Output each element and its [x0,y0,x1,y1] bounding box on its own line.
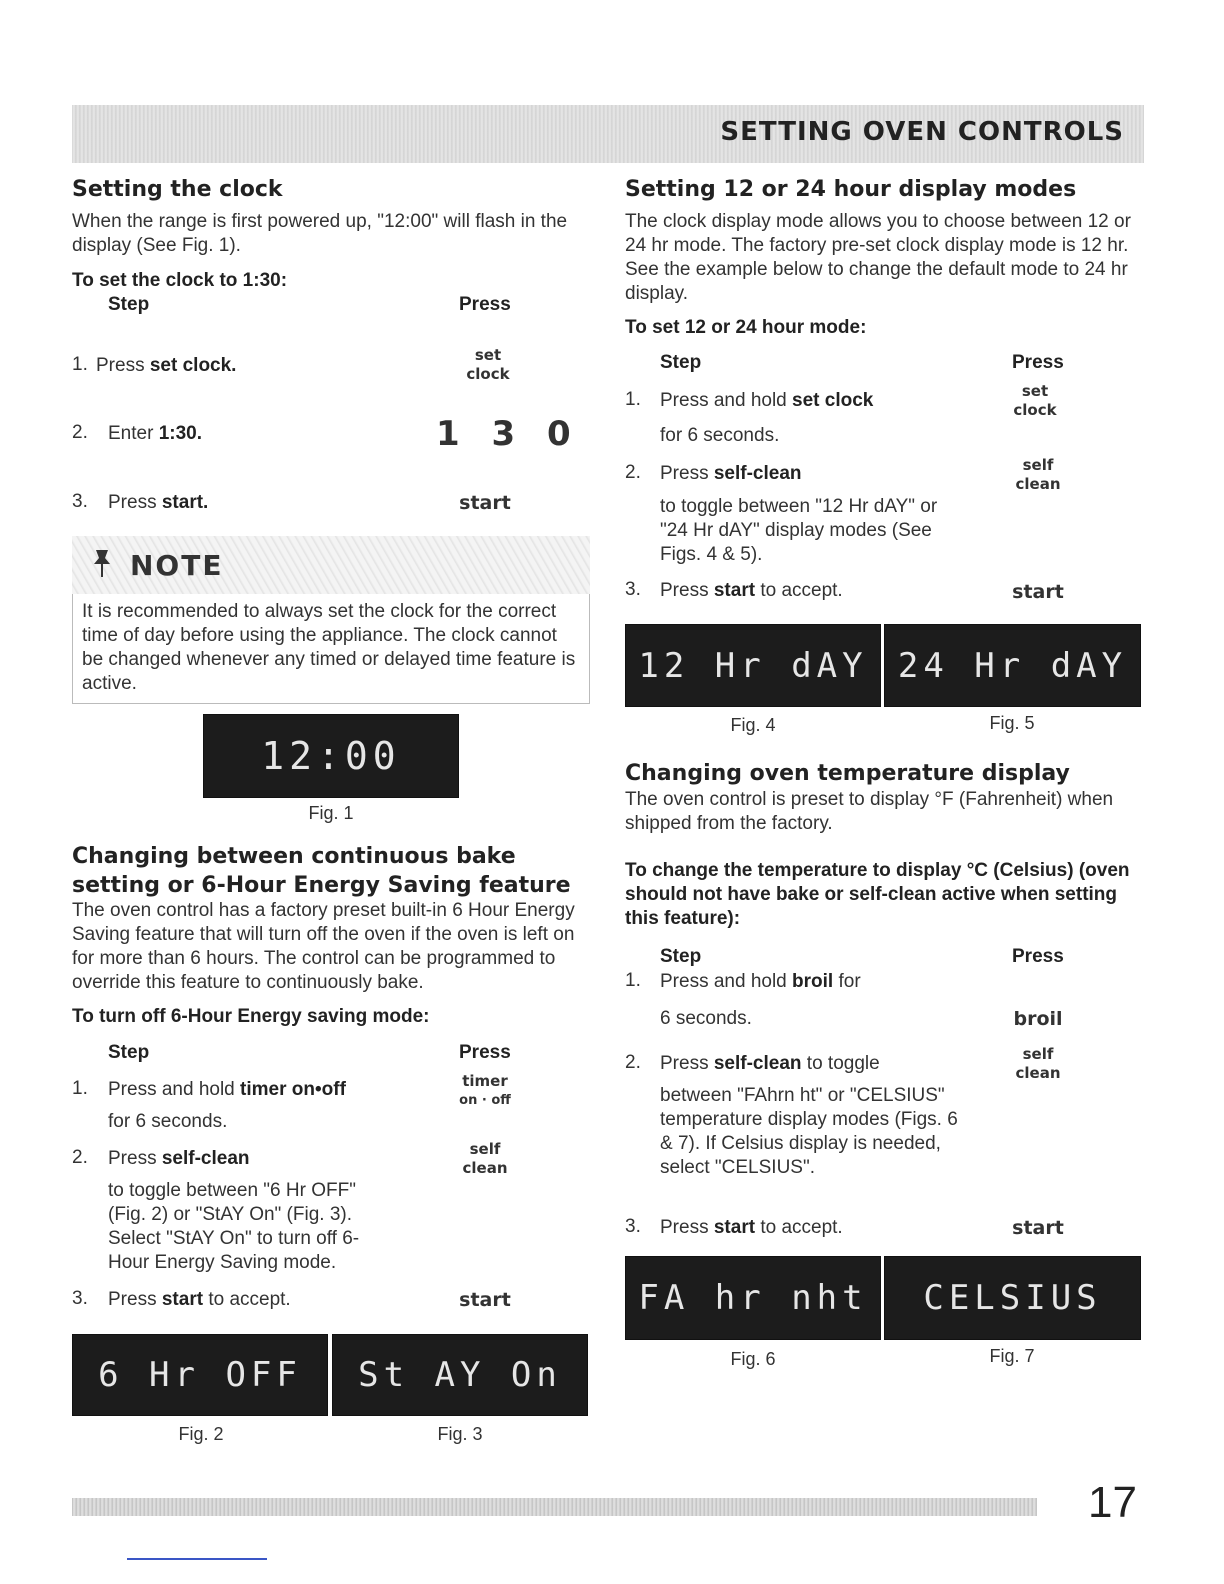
fig7-display: CELSIUS [884,1256,1141,1340]
note-title: NOTE [130,549,224,582]
fig6-display: FA hr nht [625,1256,881,1340]
mode-step2-num: 2. [625,462,641,483]
mode-subheading: To set 12 or 24 hour mode: [625,317,867,338]
fig6-label: Fig. 6 [730,1349,776,1369]
page-number: 17 [1088,1478,1137,1527]
energy-intro: The oven control has a factory preset built-in 6 Hour Energy Saving feature that will turn off the oven if the oven is left on for more than 6 hours. The control can be programmed to override this feature to continuously bake. [72,900,575,993]
section-header-bar [72,105,1144,163]
temp-step1-cont: 6 seconds. [660,1008,752,1029]
energy-heading-line1: Changing between continuous bake [72,844,516,869]
clock-heading: Setting the clock [72,177,283,202]
section-title: SETTING OVEN CONTROLS [720,117,1124,147]
clock-step2-text: Enter 1:30. [108,423,203,444]
energy-step2-num: 2. [72,1147,88,1168]
fig5-label: Fig. 5 [989,713,1035,733]
temp-step1-num: 1. [625,970,641,991]
fig3-label: Fig. 3 [437,1424,483,1444]
mode-step2-cont: to toggle between "12 Hr dAY" or "24 Hr dAY" display modes (See Figs. 4 & 5). [660,496,938,565]
temp-step2-cont: between "FAhrn ht" or "CELSIUS" temperature display modes (Figs. 6 & 7). If Celsius display is needed, select "CELSIUS". [660,1085,958,1178]
energy-subheading: To turn off 6-Hour Energy saving mode: [72,1006,430,1027]
self-clean-key[interactable]: self clean [1015,1045,1061,1082]
temp-step2-num: 2. [625,1052,641,1073]
fig4-display: 12 Hr dAY [625,624,881,707]
start-key[interactable]: start [459,1289,511,1311]
temp-intro: The oven control is preset to display °F (Fahrenheit) when shipped from the factory. [625,789,1114,834]
temp-press-header: Press [1012,946,1064,967]
mode-heading: Setting 12 or 24 hour display modes [625,177,1077,202]
mode-press-header: Press [1012,352,1064,373]
clock-step2-num: 2. [72,422,88,443]
clock-step1-num: 1. [72,354,88,375]
footer-underline [127,1558,267,1560]
timer-on-off-key[interactable]: timer on · off [459,1072,511,1108]
mode-step-header: Step [660,352,702,373]
clock-step3-num: 3. [72,491,88,512]
energy-press-header: Press [459,1042,511,1063]
mode-intro: The clock display mode allows you to choose between 12 or 24 hr mode. The factory pre-set clock display mode is 12 hr. See the example below to change the default mode to 24 hr display. [625,211,1131,304]
temp-step3-num: 3. [625,1216,641,1237]
temp-step3-text: Press start to accept. [660,1217,843,1238]
temp-heading: Changing oven temperature display [625,761,1070,786]
energy-step3-num: 3. [72,1288,88,1309]
fig7-label: Fig. 7 [989,1346,1035,1366]
clock-intro: When the range is first powered up, "12:00" will flash in the display (See Fig. 1). [72,211,568,256]
temp-subheading: To change the temperature to display °C (Celsius) (oven should not have bake or self-clean active when setting this feature): [625,860,1130,929]
mode-step2-text: Press self-clean [660,463,802,484]
mode-step1-cont: for 6 seconds. [660,425,780,446]
temp-step2-text: Press self-clean to toggle [660,1053,880,1074]
energy-step3-text: Press start to accept. [108,1289,291,1310]
mode-step3-text: Press start to accept. [660,580,843,601]
mode-step1-num: 1. [625,389,641,410]
energy-step1-text: Press and hold timer on•off [108,1079,346,1100]
footer-bar [72,1498,1037,1516]
energy-step-header: Step [108,1042,150,1063]
clock-subheading: To set the clock to 1:30: [72,270,288,291]
note-text: It is recommended to always set the clock for the correct time of day before using the appliance. The clock cannot be changed whenever any timed or delayed time feature is active. [82,601,576,694]
start-key[interactable]: start [459,492,511,514]
energy-step2-cont: to toggle between "6 Hr OFF" (Fig. 2) or "StAY On" (Fig. 3). Select "StAY On" to turn off 6-Hour Energy Saving mode. [108,1180,360,1273]
energy-step2-text: Press self-clean [108,1148,250,1169]
mode-step3-num: 3. [625,579,641,600]
temp-step-header: Step [660,946,702,967]
self-clean-key[interactable]: self clean [1015,456,1061,493]
energy-heading-line2: setting or 6-Hour Energy Saving feature [72,873,571,898]
set-clock-key[interactable]: set clock [466,346,510,383]
set-clock-key[interactable]: set clock [1013,382,1057,419]
fig5-display: 24 Hr dAY [884,624,1141,707]
number-keys-130[interactable]: 1 3 0 [436,414,581,454]
fig2-label: Fig. 2 [178,1424,224,1444]
temp-step1-text: Press and hold broil for [660,971,861,992]
fig4-label: Fig. 4 [730,715,776,735]
fig2-display: 6 Hr OFF [72,1334,328,1416]
start-key[interactable]: start [1012,581,1064,603]
clock-press-header: Press [459,294,511,315]
fig3-display: St AY On [332,1334,588,1416]
pushpin-icon [90,548,114,583]
fig1-label: Fig. 1 [308,803,354,823]
energy-step1-num: 1. [72,1078,88,1099]
clock-step1-text: Press set clock. [96,355,237,376]
clock-step-header: Step [108,294,150,315]
broil-key[interactable]: broil [1013,1008,1063,1030]
self-clean-key[interactable]: self clean [462,1140,508,1177]
clock-step3-text: Press start. [108,492,209,513]
mode-step1-text: Press and hold set clock [660,390,874,411]
fig1-display: 12:00 [203,714,459,798]
start-key[interactable]: start [1012,1217,1064,1239]
energy-step1-cont: for 6 seconds. [108,1111,228,1132]
note-header [72,536,590,594]
